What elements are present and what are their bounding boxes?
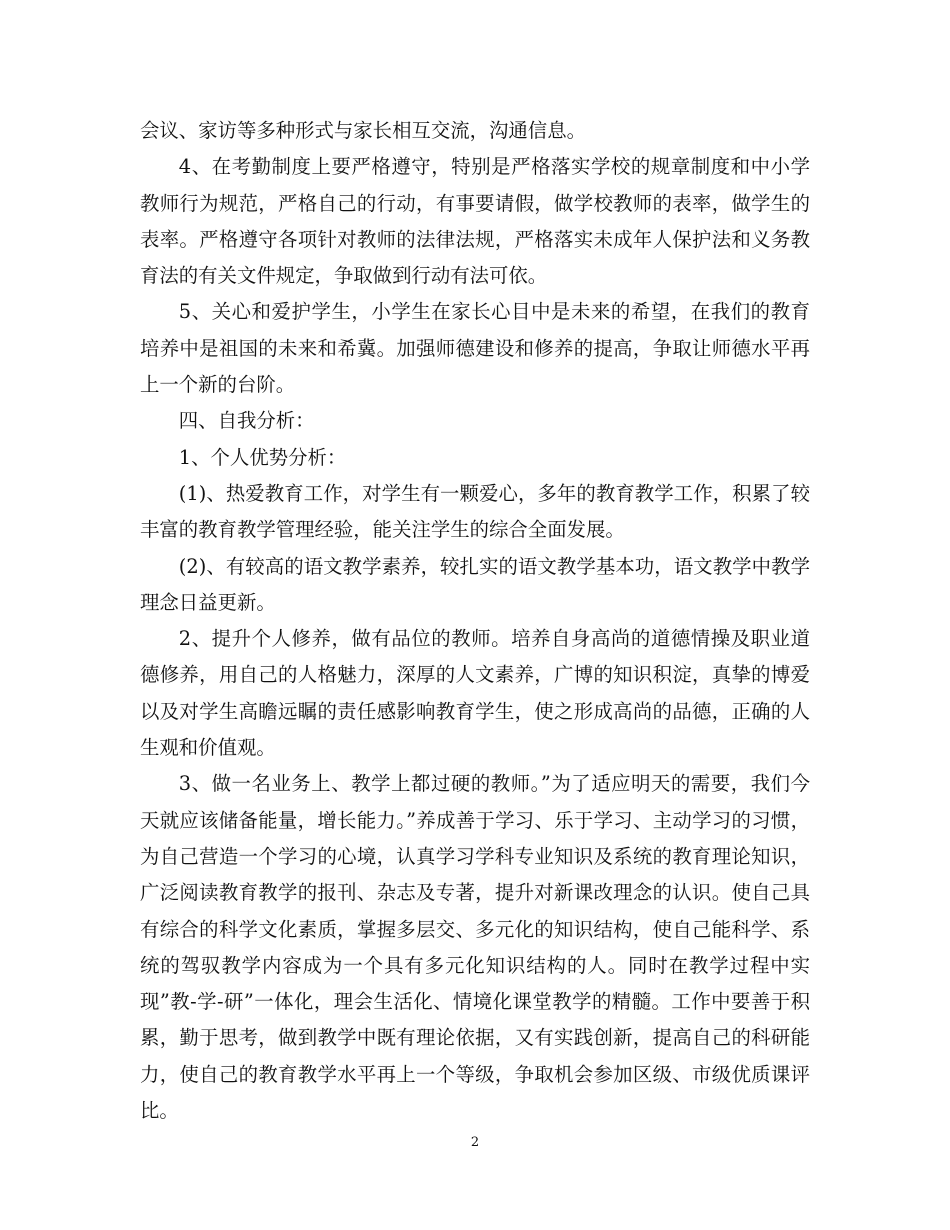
page-body xyxy=(140,113,810,1129)
page-number: 2 xyxy=(470,1135,480,1150)
paragraph-attendance-rules: 4、在考勤制度上要严格遵守，特别是严格落实学校的规章制度和中小学教师行为规范，严格自己的行动，有事要请假，做学校教师的表率，做学生的表率。严格遵守各项针对教师的法律法规，严格落实未成年人保护法和义务教育法的有关文件规定，争取做到行动有法可依。 xyxy=(140,155,810,288)
paragraph-meeting-continuation: 会议、家访等多种形式与家长相互交流，沟通信息。 xyxy=(140,119,586,142)
paragraph-personal-cultivation: 2、提升个人修养，做有品位的教师。培养自身高尚的道德情操及职业道德修养，用自己的人格魅力，深厚的人文素养，广博的知识积淀，真挚的博爱以及对学生高瞻远瞩的责任感影响教育学生，使之形成高尚的品德，正确的人生观和价值观。 xyxy=(140,627,810,760)
section-heading-self-analysis: 四、自我分析： xyxy=(178,409,315,433)
paragraph-care-for-students: 5、关心和爱护学生，小学生在家长心目中是未来的希望，在我们的教育培养中是祖国的未来和希冀。加强师德建设和修养的提高，争取让师德水平再上一个新的台阶。 xyxy=(140,300,810,397)
paragraph-professional-growth: 3、做一名业务上、教学上都过硬的教师。”为了适应明天的需要，我们今天就应该储备能量，增长能力。”养成善于学习、乐于学习、主动学习的习惯，为自己营造一个学习的心境，认真学习学科专业知识及系统的教育理论知识，广泛阅读教育教学的报刊、杂志及专著，提升对新课改理念的认识。使自己具有综合的科学文化素质，掌握多层交、多元化的知识结构，使自己能科学、系统的驾驭教学内容成为一个具有多元化知识结构的人。同时在教学过程中实现”教-学-研”一体化，理会生活化、情境化课堂教学的精髓。工作中要善于积累，勤于思考，做到教学中既有理论依据，又有实践创新，提高自己的科研能力，使自己的教育教学水平再上一个等级，争取机会参加区级、市级优质课评比。 xyxy=(140,772,810,1123)
paragraph-strength-two: (2)、有较高的语文教学素养，较扎实的语文教学基本功，语文教学中教学理念日益更新。 xyxy=(140,554,810,614)
paragraph-strength-one: (1)、热爱教育工作，对学生有一颗爱心，多年的教育教学工作，积累了较丰富的教育教学管理经验，能关注学生的综合全面发展。 xyxy=(140,481,810,542)
subheading-personal-strengths: 1、个人优势分析： xyxy=(178,445,347,469)
